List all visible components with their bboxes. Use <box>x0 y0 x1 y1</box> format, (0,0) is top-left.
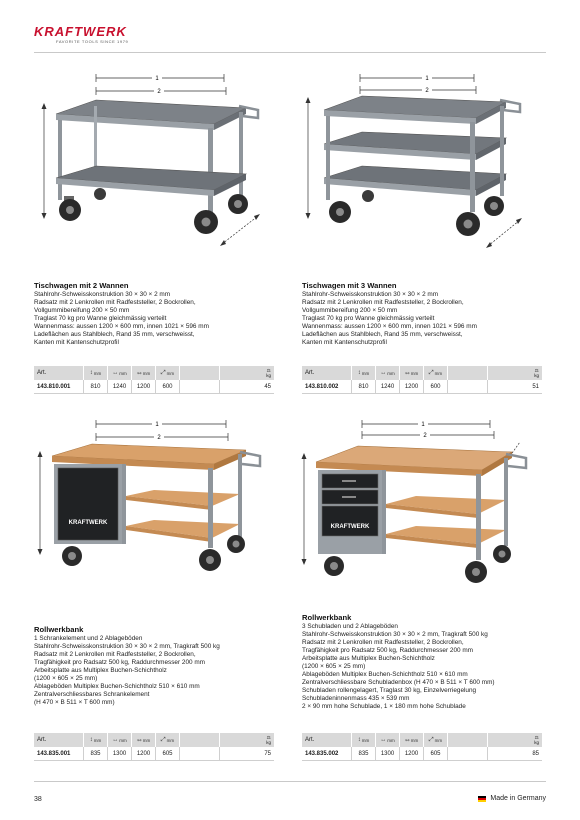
spec-line: Stahlrohr-Schweisskonstruktion 30 × 30 × 2 mm <box>34 291 171 298</box>
length-total-value: 1300 <box>108 747 132 760</box>
cart-3-trays-illustration <box>298 66 534 260</box>
dim-label-1: 1 <box>155 422 159 428</box>
made-in-label: Made in Germany <box>490 795 546 802</box>
height-value: 810 <box>84 380 108 393</box>
product-title: Tischwagen mit 2 Wannen <box>34 281 129 290</box>
depth-icon: ⤢ <box>428 736 434 743</box>
art-header: Art. <box>34 366 84 380</box>
height-header: ↕ mm <box>352 733 376 747</box>
cabinet-label: KRAFTWERK <box>330 524 370 530</box>
length-2-icon: ⇿ <box>404 737 410 744</box>
spec-line: (H 470 × B 511 × T 600 mm) <box>34 699 115 706</box>
spec-line: 3 Schubladen und 2 Ablageböden <box>302 623 398 630</box>
cart-2-trays-illustration <box>34 66 264 260</box>
spec-line: Radsatz mit 2 Lenkrollen mit Radfeststeller, 2 Bockrollen, <box>34 651 196 658</box>
length-1-icon: ↔ <box>380 737 387 743</box>
depth-header: ⤢ mm <box>156 366 180 380</box>
spec-line: Vollgummibereifung 200 × 50 mm <box>34 307 130 314</box>
spec-line: Zentralverschliessbare Schubladenbox (H 470 × B 511 × T 600 mm) <box>302 679 495 686</box>
dim-label-2: 2 <box>157 89 161 95</box>
spec-line: Arbeitsplatte aus Multiplex Buchen-Schichtholz <box>302 655 435 662</box>
dim-label-2: 2 <box>157 435 161 441</box>
depth-icon: ⤢ <box>428 369 434 376</box>
made-in-germany <box>478 795 546 802</box>
depth-header: ⤢ mm <box>156 733 180 747</box>
brand-logo <box>34 24 154 50</box>
spec-line: Radsatz mit 2 Lenkrollen mit Radfeststeller, 2 Bockrollen, <box>302 639 464 646</box>
spec-table-header <box>302 366 542 380</box>
depth-header: ⤢ mm <box>424 366 448 380</box>
dim-label-1: 1 <box>155 76 159 82</box>
height-icon: ↕ <box>89 737 93 743</box>
height-icon: ↕ <box>89 370 93 376</box>
page-number: 38 <box>34 796 42 803</box>
spec-line: Radsatz mit 2 Lenkrollen mit Radfeststeller, 2 Bockrollen, <box>302 299 464 306</box>
product-description-1 <box>34 281 274 347</box>
spec-line: Schubladen rollengelagert, Traglast 30 kg, Einzelverriegelung <box>302 687 477 694</box>
article-number: 143.835.002 <box>302 747 352 760</box>
depth-value: 600 <box>156 380 180 393</box>
spec-line: Arbeitsplatte aus Multiplex Buchen-Schichtholz <box>34 667 167 674</box>
length-tray-header: ⇿ mm <box>400 733 424 747</box>
spec-line: Tragfähigkeit pro Radsatz 500 kg, Raddurchmesser 200 mm <box>34 659 205 666</box>
spec-table-header <box>34 733 274 747</box>
art-header: Art. <box>302 366 352 380</box>
weight-icon: ⚖ <box>534 368 539 373</box>
cabinet-label: KRAFTWERK <box>68 520 108 526</box>
length-2-icon: ⇿ <box>404 370 410 377</box>
product-title: Tischwagen mit 3 Wannen <box>302 281 397 290</box>
length-tray-header: ⇿ mm <box>132 733 156 747</box>
spec-table-3 <box>34 733 274 761</box>
length-total-header: ↔ mm <box>108 366 132 380</box>
height-icon: ↕ <box>357 737 361 743</box>
footer-divider <box>34 781 546 782</box>
table-row <box>302 747 542 761</box>
depth-header: ⤢ mm <box>424 733 448 747</box>
art-header: Art. <box>302 733 352 747</box>
depth-value: 605 <box>424 747 448 760</box>
spec-table-4 <box>302 733 542 761</box>
height-header: ↕ mm <box>352 366 376 380</box>
length-1-icon: ↔ <box>112 370 119 376</box>
spec-line: 1 Schrankelement und 2 Ablageböden <box>34 635 143 642</box>
spec-line: 2 × 90 mm hohe Schublade, 1 × 180 mm hohe Schublade <box>302 703 466 710</box>
dim-label-2: 2 <box>425 88 429 94</box>
length-tray-value: 1200 <box>400 747 424 760</box>
brand-name: KRAFTWERK <box>34 24 127 39</box>
spec-line: Kanten mit Kantenschutzprofil <box>302 339 387 346</box>
dim-label-2: 2 <box>423 433 427 439</box>
height-value: 810 <box>352 380 376 393</box>
height-header: ↕ mm <box>84 366 108 380</box>
article-number: 143.835.001 <box>34 747 84 760</box>
spec-line: Ablageböden Multiplex Buchen-Schichtholz 510 × 610 mm <box>34 683 200 690</box>
depth-icon: ⤢ <box>160 736 166 743</box>
german-flag-icon <box>478 796 486 802</box>
length-total-header: ↔ mm <box>376 733 400 747</box>
height-value: 835 <box>84 747 108 760</box>
brand-tagline: FAVORITE TOOLS SINCE 1979 <box>56 39 129 44</box>
spec-line: Radsatz mit 2 Lenkrollen mit Radfeststeller, 2 Bockrollen, <box>34 299 196 306</box>
spec-line: Zentralverschliessbares Schrankelement <box>34 691 150 698</box>
weight-icon: ⚖ <box>534 735 539 740</box>
weight-header: ⚖ kg <box>534 368 539 378</box>
dim-label-1: 1 <box>421 422 425 428</box>
spec-line: Wannenmass: aussen 1200 × 600 mm, innen 1021 × 596 mm <box>34 323 209 330</box>
art-header: Art. <box>34 733 84 747</box>
product-description-2 <box>302 281 542 347</box>
spec-line: Wannenmass: aussen 1200 × 600 mm, innen 1021 × 596 mm <box>302 323 477 330</box>
spec-line: Traglast 70 kg pro Wanne gleichmässig verteilt <box>34 315 167 322</box>
length-total-header: ↔ mm <box>108 733 132 747</box>
spec-line: Stahlrohr-Schweisskonstruktion 30 × 30 × 2 mm, Tragkraft 500 kg <box>34 643 220 650</box>
spec-line: Schubladeninnenmass 435 × 539 mm <box>302 695 410 702</box>
spec-line: Stahlrohr-Schweisskonstruktion 30 × 30 × 2 mm, Tragkraft 500 kg <box>302 631 488 638</box>
product-title: Rollwerkbank <box>302 613 352 622</box>
article-number: 143.810.001 <box>34 380 84 393</box>
weight-icon: ⚖ <box>266 368 271 373</box>
spec-table-2 <box>302 366 542 394</box>
weight-value: 85 <box>532 750 539 757</box>
length-total-value: 1240 <box>108 380 132 393</box>
spec-line: Kanten mit Kantenschutzprofil <box>34 339 119 346</box>
weight-icon: ⚖ <box>266 735 271 740</box>
height-header: ↕ mm <box>84 733 108 747</box>
length-2-icon: ⇿ <box>136 370 142 377</box>
spec-line: (1200 × 605 × 25 mm) <box>34 675 98 682</box>
length-tray-header: ⇿ mm <box>400 366 424 380</box>
table-row <box>302 380 542 394</box>
weight-value: 51 <box>532 383 539 390</box>
length-2-icon: ⇿ <box>136 737 142 744</box>
depth-value: 600 <box>424 380 448 393</box>
spec-line: Ladeflächen aus Stahlblech, Rand 35 mm, verschweisst, <box>302 331 463 338</box>
table-row <box>34 747 274 761</box>
workbench-drawers-illustration <box>298 412 534 588</box>
length-tray-value: 1200 <box>400 380 424 393</box>
length-tray-value: 1200 <box>132 747 156 760</box>
spec-table-header <box>302 733 542 747</box>
article-number: 143.810.002 <box>302 380 352 393</box>
workbench-cabinet-illustration <box>34 412 266 578</box>
length-total-value: 1240 <box>376 380 400 393</box>
spec-line: Ablageböden Multiplex Buchen-Schichtholz 510 × 610 mm <box>302 671 468 678</box>
length-total-header: ↔ mm <box>376 366 400 380</box>
length-tray-header: ⇿ mm <box>132 366 156 380</box>
product-description-4 <box>302 613 542 711</box>
spec-line: Ladeflächen aus Stahlblech, Rand 35 mm, verschweisst, <box>34 331 195 338</box>
weight-header: ⚖ kg <box>266 735 271 745</box>
dim-label-1: 1 <box>425 76 429 82</box>
depth-value: 605 <box>156 747 180 760</box>
weight-header: ⚖ kg <box>266 368 271 378</box>
length-1-icon: ↔ <box>380 370 387 376</box>
table-row <box>34 380 274 394</box>
header-divider <box>34 52 546 53</box>
product-description-3 <box>34 625 274 707</box>
weight-value: 75 <box>264 750 271 757</box>
spec-line: (1200 × 605 × 25 mm) <box>302 663 366 670</box>
spec-line: Vollgummibereifung 200 × 50 mm <box>302 307 398 314</box>
spec-line: Stahlrohr-Schweisskonstruktion 30 × 30 × 2 mm <box>302 291 439 298</box>
spec-line: Tragfähigkeit pro Radsatz 500 kg, Raddurchmesser 200 mm <box>302 647 473 654</box>
spec-line: Traglast 70 kg pro Wanne gleichmässig verteilt <box>302 315 435 322</box>
product-title: Rollwerkbank <box>34 625 84 634</box>
weight-header: ⚖ kg <box>534 735 539 745</box>
length-1-icon: ↔ <box>112 737 119 743</box>
spec-table-1 <box>34 366 274 394</box>
length-tray-value: 1200 <box>132 380 156 393</box>
height-value: 835 <box>352 747 376 760</box>
length-total-value: 1300 <box>376 747 400 760</box>
depth-icon: ⤢ <box>160 369 166 376</box>
spec-table-header <box>34 366 274 380</box>
height-icon: ↕ <box>357 370 361 376</box>
weight-value: 45 <box>264 383 271 390</box>
